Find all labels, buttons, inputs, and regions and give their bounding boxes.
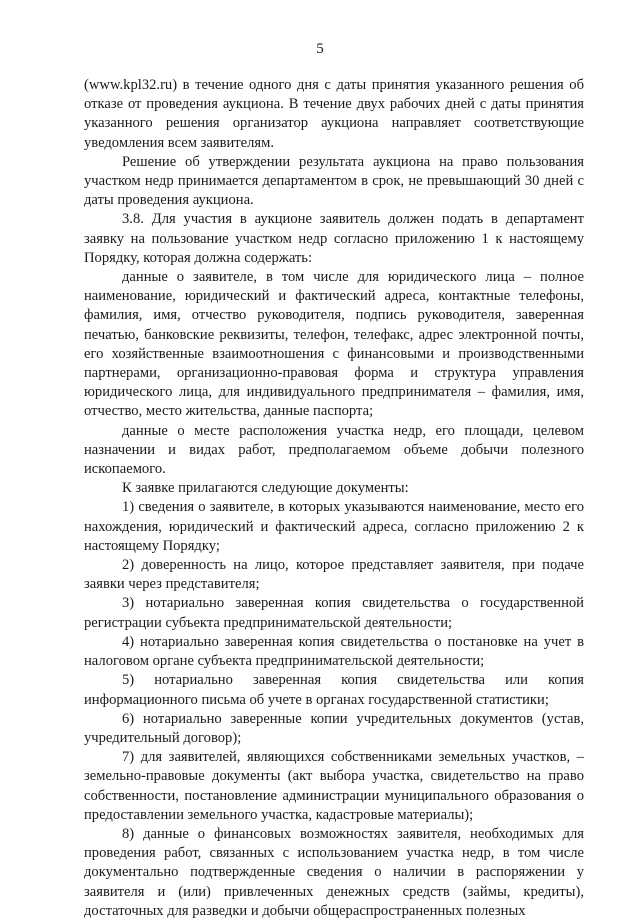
paragraph-site-data: данные о месте расположения участка недр, его площади, целевом назначении и видах работ, предполагаемом объеме добычи полезного ископаемого.	[84, 422, 584, 478]
paragraph-attached-docs: К заявке прилагаются следующие документы:	[122, 480, 409, 497]
page-number: 5	[316, 41, 324, 57]
list-item-1: 1) сведения о заявителе, в которых указываются наименование, место его нахождения, юридический и фактический адреса, согласно приложению 2 к настоящему Порядку;	[84, 499, 584, 554]
list-item-5: 5) нотариально заверенная копия свидетельства или копия информационного письма об учете в органах государственной статистики;	[84, 672, 584, 708]
list-item-8: 8) данные о финансовых возможностях заявителя, необходимых для проведения работ, связанных с использованием участка недр, в том числе документально подтвержденные сведения о наличии в распоряжении у заявителя и (или) привлеченных денежных средств (займы, кредиты), достаточных для разведки и добычи общераспространенных полезных	[84, 825, 584, 919]
paragraph-auction-result: Решение об утверждении результата аукциона на право пользования участком недр принимается департаментом в срок, не превышающий 30 дней с даты проведения аукциона.	[84, 153, 584, 209]
paragraph-auction-cancellation: (www.kpl32.ru) в течение одного дня с даты принятия указанного решения об отказе от проведения аукциона. В течение двух рабочих дней с даты принятия указанного решения организатор аукциона направляет соответствующие уведомления всем заявителям.	[84, 77, 584, 151]
document-body	[84, 76, 584, 921]
list-item-4: 4) нотариально заверенная копия свидетельства о постановке на учет в налоговом органе субъекта предпринимательской деятельности;	[84, 633, 584, 670]
list-item-7: 7) для заявителей, являющихся собственниками земельных участков, – земельно-правовые документы (акт выбора участка, свидетельство на право собственности, постановление администрации муниципального образования о предоставлении земельного участка, кадастровые материалы);	[84, 749, 584, 823]
list-item-2: 2) доверенность на лицо, которое представляет заявителя, при подаче заявки через представителя;	[84, 557, 584, 593]
paragraph-applicant-data: данные о заявителе, в том числе для юридического лица – полное наименование, юридический и фактический адреса, контактные телефоны, фамилия, имя, отчество руководителя, подпись руководителя, заверенная печатью, банковские реквизиты, телефон, телефакс, адрес электронной почты, его хозяйственные взаимоотношения с финансовыми и производственными партнерами, организационно-правовая форма и структура управления юридического лица, для индивидуального предпринимателя – фамилия, имя, отчество, место жительства, данные паспорта;	[84, 269, 584, 420]
list-item-3: 3) нотариально заверенная копия свидетельства о государственной регистрации субъекта предпринимательской деятельности;	[84, 595, 584, 631]
paragraph-3-8: 3.8. Для участия в аукционе заявитель должен подать в департамент заявку на пользование участком недр согласно приложению 1 к настоящему Порядку, которая должна содержать:	[84, 211, 584, 266]
list-item-6: 6) нотариально заверенные копии учредительных документов (устав, учредительный договор);	[84, 710, 584, 746]
